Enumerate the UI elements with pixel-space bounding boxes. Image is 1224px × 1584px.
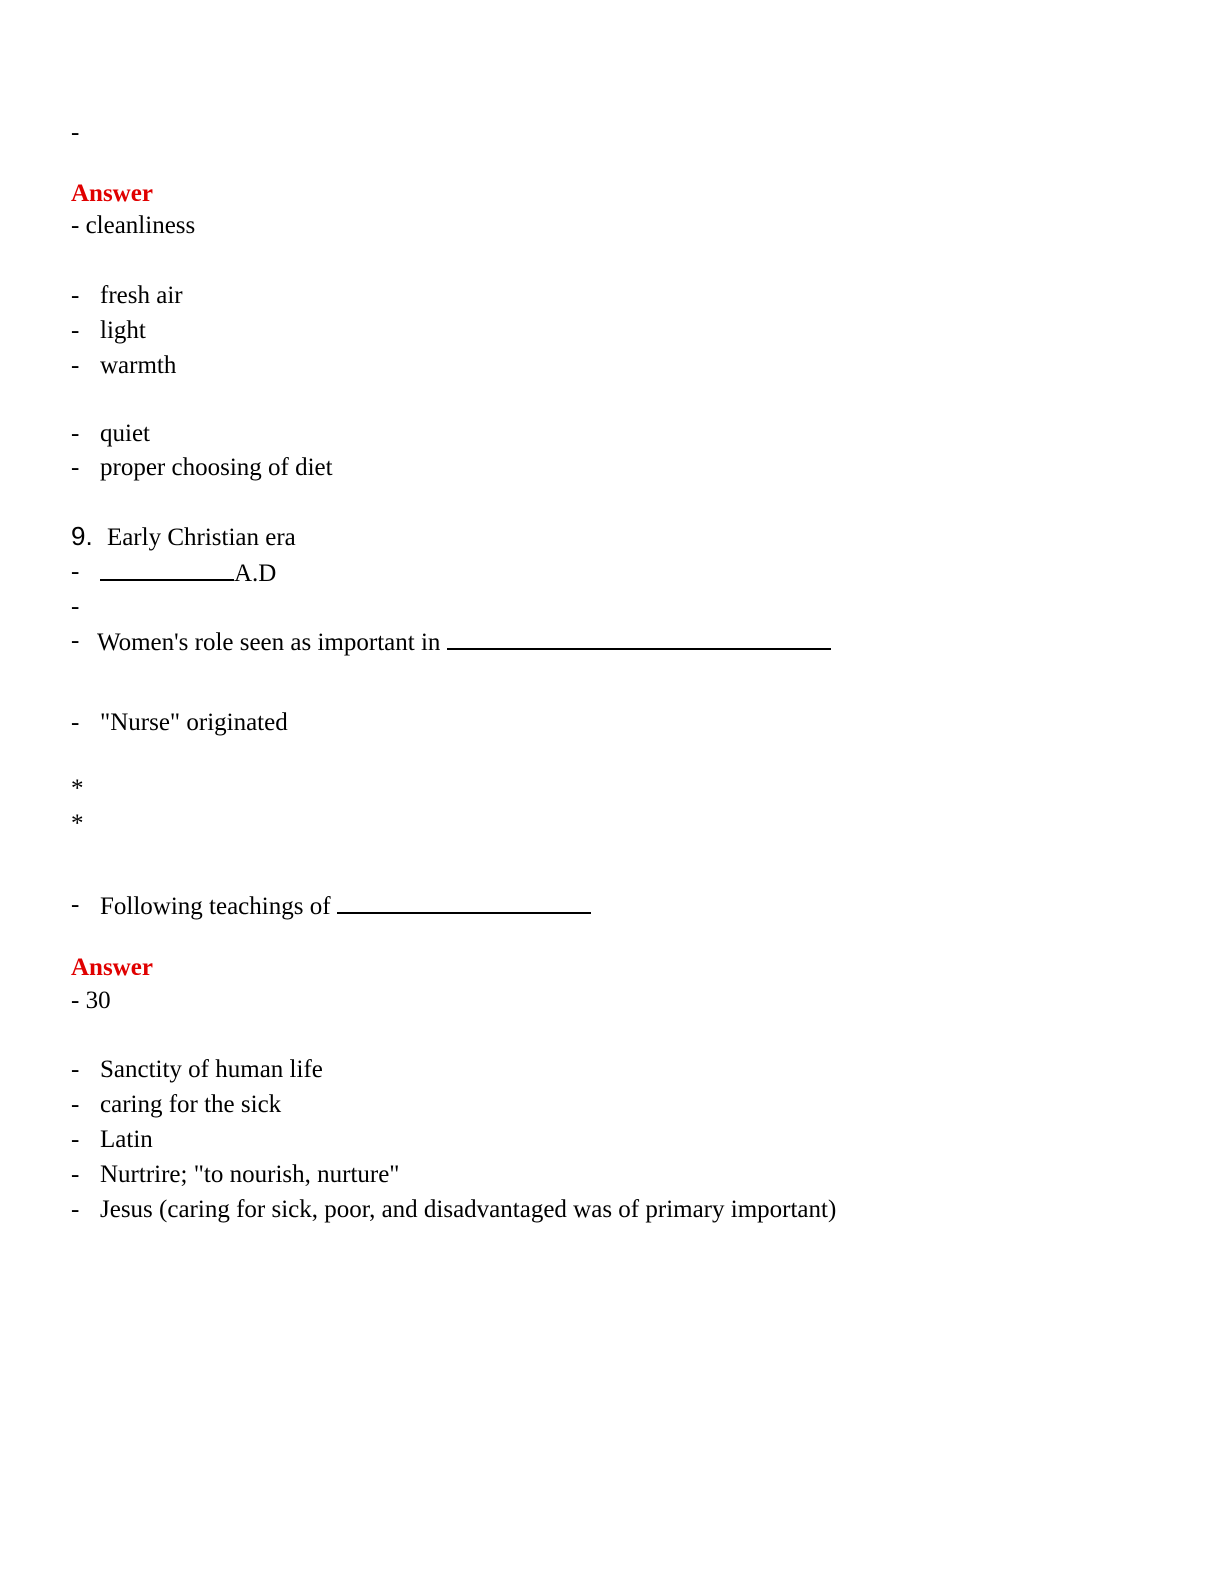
dash: - <box>71 352 80 379</box>
dash: - <box>71 558 80 585</box>
dash: - <box>71 891 80 918</box>
answer-label: Answer <box>71 180 153 207</box>
list-item-text: fresh air <box>100 282 183 309</box>
dash: - <box>71 454 80 481</box>
fill-in-blank <box>447 626 831 650</box>
dash: - <box>71 420 80 447</box>
list-item-text: Nurtrire; "to nourish, nurture" <box>100 1161 400 1188</box>
fill-in-text <box>97 626 831 658</box>
dash: - <box>71 1196 80 1223</box>
answer-first-item: - 30 <box>71 987 111 1014</box>
fill-in-blank <box>337 890 591 914</box>
dash: - <box>71 593 80 620</box>
ad-suffix: A.D <box>234 560 277 587</box>
section-number: 9. <box>71 521 93 551</box>
dash: - <box>71 119 80 146</box>
dash: - <box>71 282 80 309</box>
section-heading <box>71 521 296 553</box>
list-item-text: warmth <box>100 352 177 379</box>
star-marker: * <box>71 775 84 802</box>
fill-in-text <box>100 890 591 922</box>
star-marker: * <box>71 810 84 837</box>
dash: - <box>71 1056 80 1083</box>
dash: - <box>71 317 80 344</box>
dash: - <box>71 1161 80 1188</box>
list-item-text: Latin <box>100 1126 153 1153</box>
answer-first-item: - cleanliness <box>71 212 196 239</box>
answer-label: Answer <box>71 954 153 981</box>
list-item-text: "Nurse" originated <box>100 709 288 736</box>
fill-in-text <box>100 557 276 589</box>
fill-in-blank <box>100 557 234 581</box>
dash: - <box>71 709 80 736</box>
list-item-text: proper choosing of diet <box>100 454 333 481</box>
list-item-text: caring for the sick <box>100 1091 282 1118</box>
list-item-text: Jesus (caring for sick, poor, and disadvantaged was of primary important) <box>100 1196 837 1223</box>
dash: - <box>71 1091 80 1118</box>
list-item-text: Sanctity of human life <box>100 1056 323 1083</box>
dash: - <box>71 627 80 654</box>
list-item-text: quiet <box>100 420 150 447</box>
following-text: Following teachings of <box>100 893 331 920</box>
dash: - <box>71 1126 80 1153</box>
section-title: Early Christian era <box>106 524 296 551</box>
womens-role-text: Women's role seen as important in <box>97 629 441 656</box>
list-item-text: light <box>100 317 146 344</box>
